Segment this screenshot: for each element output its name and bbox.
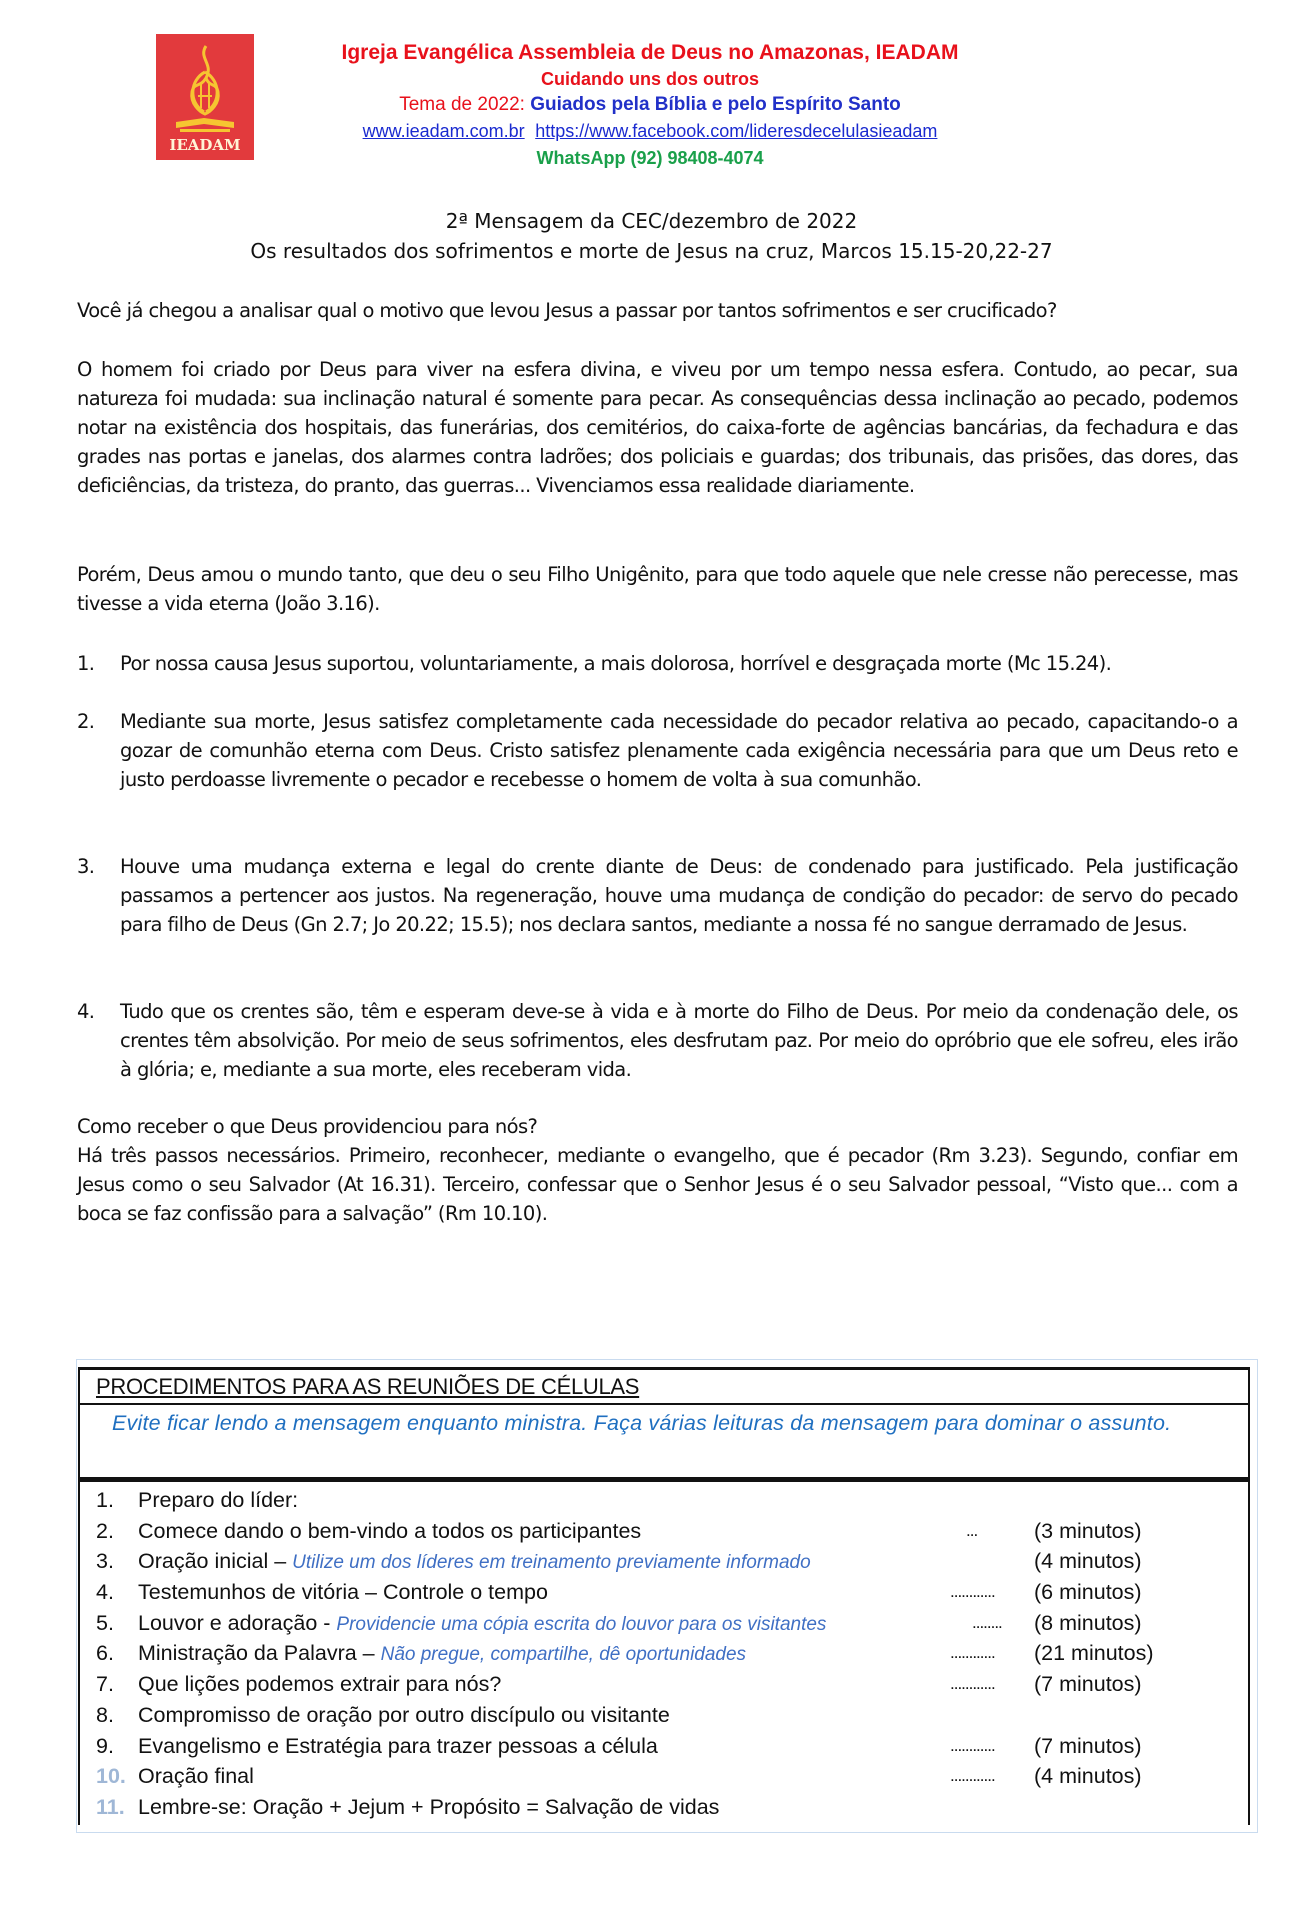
procedure-row	[80, 1608, 1248, 1639]
point-item	[77, 649, 1238, 678]
church-name: Igreja Evangélica Assembleia de Deus no Amazonas, IEADAM	[341, 41, 959, 64]
point-item	[77, 997, 1238, 1084]
procedure-hint: Não pregue, compartilhe, dê oportunidades	[380, 1644, 747, 1666]
procedure-dots: ............	[950, 1674, 995, 1694]
closing-section	[77, 1112, 1238, 1228]
procedure-hint: Utilize um dos líderes em treinamento previamente informado	[292, 1552, 811, 1574]
procedure-row	[80, 1546, 1248, 1577]
procedure-time: (7 minutos)	[1034, 1672, 1142, 1697]
point-text: Houve uma mudança externa e legal do crente diante de Deus: de condenado para justificado. Pela justificação passamos a pertencer aos justos. Na regeneração, houve uma mudança de condição do pecador: de servo do pecado para filho de Deus (Gn 2.7; Jo 20.22; 15.5); nos declara santos, mediante a nossa fé no sangue derramado de Jesus.	[120, 855, 1238, 936]
point-item	[77, 707, 1238, 794]
point-text: Por nossa causa Jesus suportou, voluntariamente, a mais dolorosa, horrível e desgraçada morte (Mc 15.24).	[120, 652, 1112, 675]
website-link[interactable]: www.ieadam.com.br	[362, 121, 525, 141]
procedure-row	[80, 1577, 1248, 1608]
procedure-number: 1.	[96, 1488, 114, 1512]
title-line-2: Os resultados dos sofrimentos e morte de Jesus na cruz, Marcos 15.15-20,22-27	[250, 239, 1053, 263]
procedure-time: (4 minutos)	[1034, 1764, 1142, 1789]
procedure-label: Preparo do líder:	[138, 1488, 299, 1512]
procedure-number: 5.	[96, 1610, 114, 1635]
title-line-1: 2ª Mensagem da CEC/dezembro de 2022	[445, 209, 858, 233]
procedure-number: 8.	[96, 1702, 114, 1727]
procedure-dots: ............	[950, 1735, 995, 1755]
procedure-dots: ...	[966, 1520, 978, 1540]
ieadam-logo	[156, 34, 254, 160]
facebook-link[interactable]: https://www.facebook.com/lideresdecelulasieadam	[535, 121, 938, 141]
procedure-hint: Providencie uma cópia escrita do louvor para os visitantes	[336, 1613, 827, 1635]
procedure-time: (4 minutos)	[1034, 1549, 1142, 1574]
point-number: 2.	[77, 710, 95, 733]
links-line	[260, 118, 1040, 145]
procedure-number: 9.	[96, 1733, 114, 1758]
procedure-dots: ........	[972, 1612, 1002, 1632]
procedure-label: Compromisso de oração por outro discípulo ou visitante	[138, 1702, 670, 1727]
letterhead	[260, 40, 1040, 171]
procedure-dots: ............	[950, 1582, 995, 1602]
paragraph-1: O homem foi criado por Deus para viver na esfera divina, e viveu por um tempo nessa esfera. Contudo, ao pecar, sua natureza foi mudada: sua inclinação natural é somente para pecar. As consequências dessa inclinação ao pecado, podemos notar na existência dos hospitais, das funerárias, dos cemitérios, do caixa-forte de agências bancárias, da fechadura e das grades nas portas e janelas, dos alarmes contra ladrões; dos policiais e guardas; dos tribunais, das prisões, das dores, das deficiências, da tristeza, do pranto, das guerras... Vivenciamos essa realidade diariamente.	[77, 358, 1238, 497]
procedure-label: Oração inicial – Utilize um dos líderes em treinamento previamente informado	[138, 1549, 811, 1574]
procedures-list	[80, 1482, 1248, 1823]
procedures-table	[78, 1367, 1250, 1825]
point-text: Tudo que os crentes são, têm e esperam deve-se à vida e à morte do Filho de Deus. Por meio da condenação dele, os crentes têm absolvição. Por meio de seus sofrimentos, eles desfrutam paz. Por meio do opróbrio que ele sofreu, eles irão à glória; e, mediante a sua morte, eles receberam vida.	[120, 1000, 1238, 1081]
procedure-number: 11.	[96, 1794, 125, 1819]
procedure-row	[80, 1485, 1248, 1516]
procedure-label: Comece dando o bem-vindo a todos os participantes	[138, 1518, 642, 1543]
procedures-title: PROCEDIMENTOS PARA AS REUNIÕES DE CÉLULAS	[80, 1370, 1248, 1405]
procedure-time: (21 minutos)	[1034, 1641, 1154, 1666]
procedure-label: Oração final	[138, 1764, 254, 1789]
procedure-row	[80, 1516, 1248, 1547]
procedure-label: Evangelismo e Estratégia para trazer pessoas a célula	[138, 1733, 658, 1758]
procedure-number: 2.	[96, 1518, 114, 1543]
whatsapp-contact: WhatsApp (92) 98408-4074	[536, 148, 764, 168]
procedure-dots: ............	[950, 1643, 995, 1663]
point-text: Mediante sua morte, Jesus satisfez completamente cada necessidade do pecador relativa ao pecado, capacitando-o a gozar de comunhão eterna com Deus. Cristo satisfez plenamente cada exigência necessária para que um Deus reto e justo perdoasse livremente o pecador e recebesse o homem de volta à sua comunhão.	[120, 710, 1238, 791]
motto: Cuidando uns dos outros	[541, 69, 759, 89]
point-number: 3.	[77, 855, 95, 878]
procedure-time: (7 minutos)	[1034, 1733, 1142, 1758]
procedure-row	[80, 1792, 1248, 1823]
theme-prefix: Tema de 2022:	[399, 94, 531, 115]
theme-line	[260, 92, 1040, 118]
procedure-label: Que lições podemos extrair para nós?	[138, 1672, 502, 1697]
theme-text: Guiados pela Bíblia e pelo Espírito Santo	[530, 94, 901, 115]
procedure-dots: ............	[950, 1766, 995, 1786]
procedure-label: Louvor e adoração - Providencie uma cópia escrita do louvor para os visitantes	[138, 1610, 827, 1635]
procedures-note: Evite ficar lendo a mensagem enquanto ministra. Faça várias leituras da mensagem para dominar o assunto.	[80, 1405, 1248, 1482]
procedure-number: 10.	[96, 1764, 126, 1789]
flame-bible-icon	[170, 42, 240, 134]
message-title	[0, 206, 1303, 266]
procedure-number: 3.	[96, 1549, 114, 1574]
procedure-label: Lembre-se: Oração + Jejum + Propósito = Salvação de vidas	[138, 1794, 720, 1819]
logo-text: IEADAM	[169, 136, 241, 154]
paragraph-2: Porém, Deus amou o mundo tanto, que deu o seu Filho Unigênito, para que todo aquele que nele cresse não perecesse, mas tivesse a vida eterna (João 3.16).	[77, 563, 1238, 615]
procedure-time: (3 minutos)	[1034, 1518, 1142, 1543]
closing-text: Há três passos necessários. Primeiro, reconhecer, mediante o evangelho, que é pecador (Rm 3.23). Segundo, confiar em Jesus como o seu Salvador (At 16.31). Terceiro, confessar que o Senhor Jesus é o seu Salvador pessoal, “Visto que... com a boca se faz confissão para a salvação” (Rm 10.10).	[77, 1144, 1238, 1225]
procedure-number: 7.	[96, 1672, 114, 1697]
closing-question: Como receber o que Deus providenciou para nós?	[77, 1115, 538, 1138]
procedure-label: Testemunhos de vitória – Controle o tempo	[138, 1580, 548, 1605]
intro-question: Você já chegou a analisar qual o motivo que levou Jesus a passar por tantos sofrimentos e ser crucificado?	[77, 299, 1057, 322]
procedure-row	[80, 1761, 1248, 1792]
procedure-number: 4.	[96, 1580, 114, 1605]
procedure-label: Ministração da Palavra – Não pregue, compartilhe, dê oportunidades	[138, 1641, 747, 1666]
procedure-row	[80, 1669, 1248, 1700]
procedure-number: 6.	[96, 1641, 114, 1666]
procedure-time: (8 minutos)	[1034, 1610, 1142, 1635]
point-number: 1.	[77, 652, 95, 675]
procedure-row	[80, 1638, 1248, 1669]
procedure-time: (6 minutos)	[1034, 1580, 1142, 1605]
procedure-row	[80, 1731, 1248, 1762]
procedure-row	[80, 1700, 1248, 1731]
point-item	[77, 852, 1238, 939]
point-number: 4.	[77, 1000, 95, 1023]
